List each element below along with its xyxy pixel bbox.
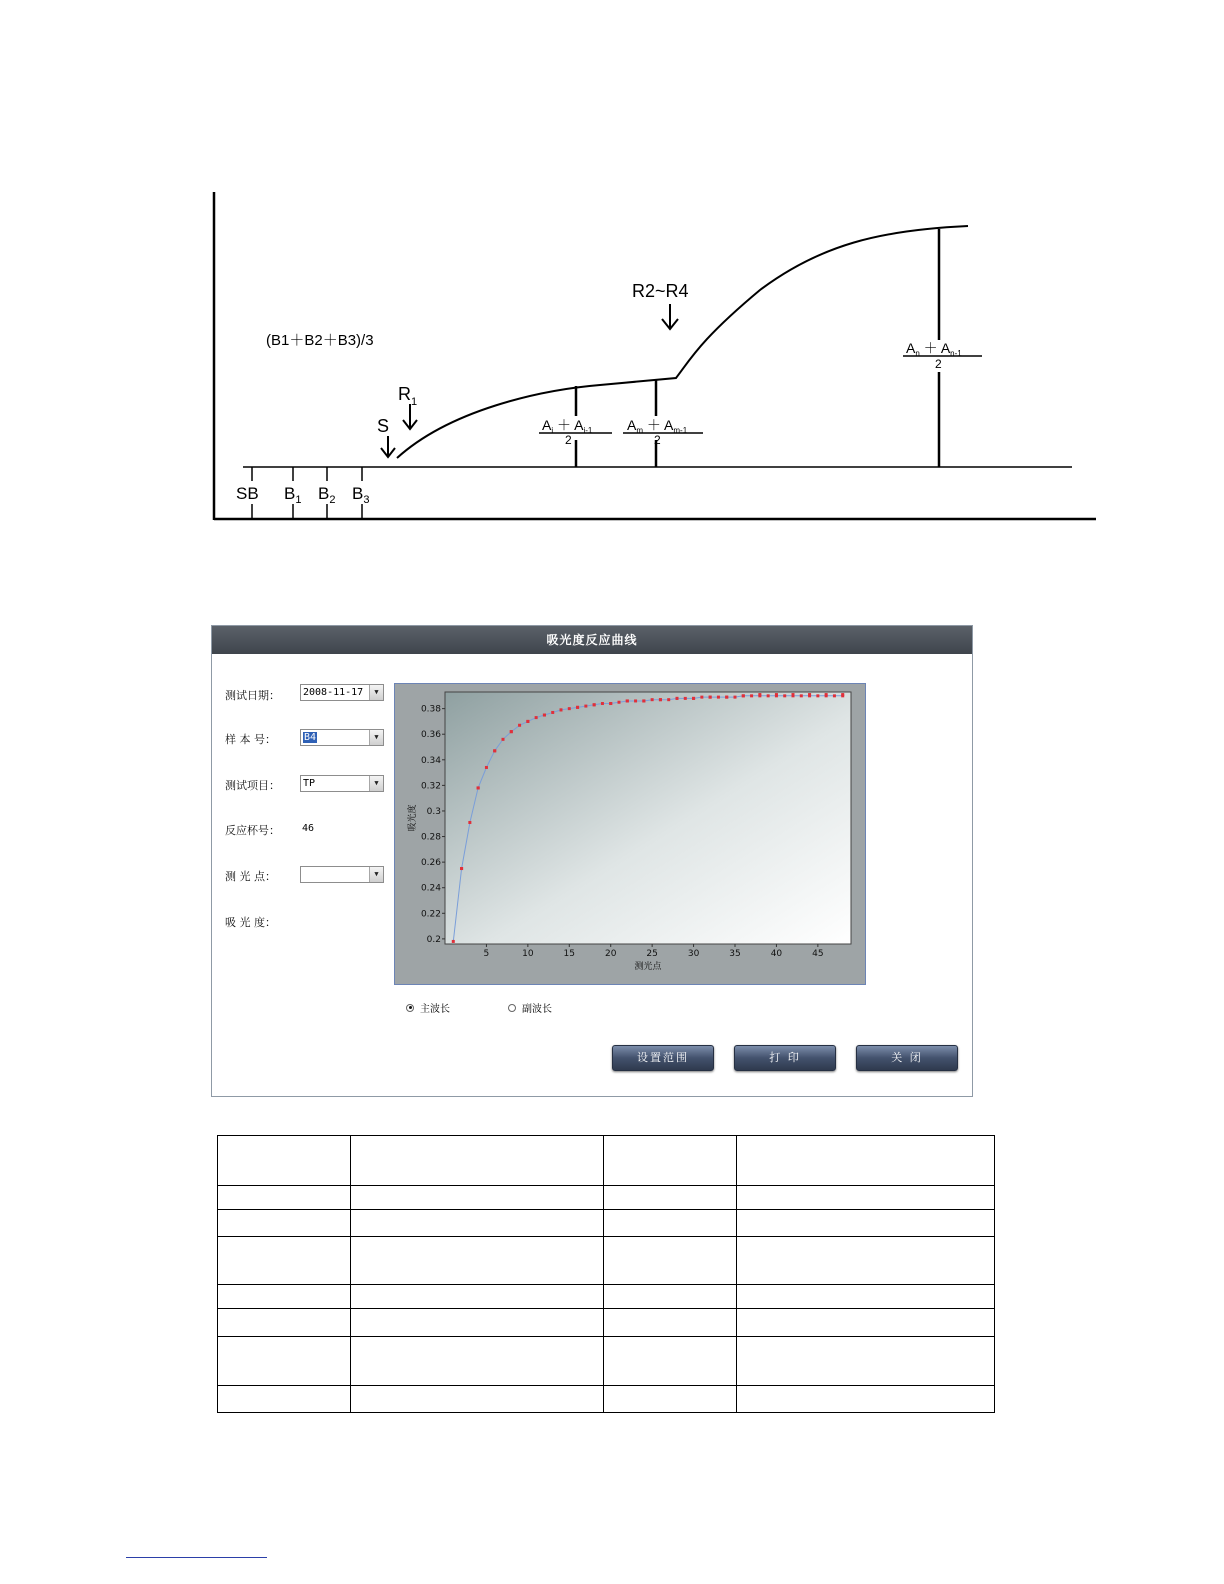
data-point xyxy=(526,720,529,723)
data-point xyxy=(634,699,637,702)
print-button[interactable]: 打 印 xyxy=(734,1045,836,1071)
svg-text:Ai ＋ Ai-1: $A_i + A_{i-1}$ xyxy=(542,417,593,435)
x-tick-label: 10 xyxy=(522,949,534,959)
data-point xyxy=(692,697,695,700)
svg-text:2: 2 xyxy=(935,357,942,371)
svg-text:2: 2 xyxy=(654,433,661,447)
table-row xyxy=(218,1237,995,1285)
chevron-down-icon[interactable]: ▼ xyxy=(369,730,383,745)
svg-text:2: 2 xyxy=(565,433,572,447)
data-point xyxy=(618,701,621,704)
data-point xyxy=(518,724,521,727)
y-tick-label: 0.26 xyxy=(420,858,441,869)
data-point xyxy=(808,693,811,696)
data-point xyxy=(560,708,563,711)
data-point xyxy=(584,705,587,708)
x-tick-label: 45 xyxy=(812,949,824,959)
footnote-separator xyxy=(126,1557,267,1558)
radio-dot[interactable] xyxy=(508,1004,516,1012)
table-row xyxy=(218,1386,995,1413)
data-point xyxy=(477,786,480,789)
y-tick-label: 0.38 xyxy=(420,704,441,715)
data-point xyxy=(825,693,828,696)
absorbance-chart-panel xyxy=(394,683,866,985)
data-point xyxy=(626,699,629,702)
test-date-label: 测试日期： xyxy=(225,689,280,702)
data-point xyxy=(642,699,645,702)
data-point xyxy=(684,697,687,700)
table-cell xyxy=(351,1136,604,1186)
data-point xyxy=(452,940,455,943)
blank-table xyxy=(217,1135,995,1413)
s-arrow xyxy=(381,436,395,457)
data-point xyxy=(468,821,471,824)
x-tick-label: 25 xyxy=(646,949,658,959)
data-point xyxy=(725,696,728,699)
y-tick-label: 0.22 xyxy=(420,909,441,920)
measure-point-label: 测 光 点： xyxy=(225,870,276,883)
data-point xyxy=(709,696,712,699)
data-point xyxy=(700,696,703,699)
test-date-select[interactable] xyxy=(300,684,384,701)
x-tick-label: 15 xyxy=(563,949,576,959)
data-point xyxy=(601,702,604,705)
absorbance-curve-window xyxy=(211,625,973,1097)
data-point xyxy=(800,694,803,697)
plot-area xyxy=(445,692,851,944)
data-point xyxy=(460,867,463,870)
table-row xyxy=(218,1309,995,1337)
data-point xyxy=(676,697,679,700)
fraction-am xyxy=(623,417,703,447)
data-point xyxy=(841,693,844,696)
data-point xyxy=(568,707,571,710)
set-range-button[interactable]: 设置范围 xyxy=(612,1045,714,1071)
table-cell xyxy=(604,1136,737,1186)
data-point xyxy=(816,694,819,697)
sub-wavelength-radio[interactable] xyxy=(508,1000,552,1015)
data-point xyxy=(659,698,662,701)
y-tick-label: 0.24 xyxy=(420,883,441,894)
data-point xyxy=(667,698,670,701)
fraction-an xyxy=(903,340,982,371)
data-point xyxy=(593,703,596,706)
blank-average-formula: (B1＋B2＋B3)/3 xyxy=(266,332,374,349)
data-point xyxy=(510,730,513,733)
data-point xyxy=(651,698,654,701)
label-r2-r4: R2~R4 xyxy=(632,281,689,301)
y-tick-label: 0.34 xyxy=(420,755,441,766)
data-point xyxy=(502,738,505,741)
main-wavelength-radio[interactable] xyxy=(406,1000,450,1015)
table-cell xyxy=(737,1136,995,1186)
reaction-curve-diagram xyxy=(0,0,1224,560)
data-point xyxy=(775,693,778,696)
data-point xyxy=(576,706,579,709)
chevron-down-icon[interactable]: ▼ xyxy=(369,685,383,700)
sample-number-label: 样 本 号： xyxy=(225,733,276,746)
absorbance-chart xyxy=(395,684,865,984)
y-tick-label: 0.36 xyxy=(420,730,441,741)
radio-dot[interactable] xyxy=(406,1004,414,1012)
chevron-down-icon[interactable]: ▼ xyxy=(369,867,383,882)
y-tick-label: 0.2 xyxy=(426,934,441,945)
sample-number-value: B4 xyxy=(304,732,317,743)
test-item-label: 测试项目： xyxy=(225,779,280,792)
main-wavelength-label: 主波长 xyxy=(420,1004,450,1015)
x-axis-title: 测光点 xyxy=(634,962,662,972)
y-tick-label: 0.32 xyxy=(420,781,441,792)
data-point xyxy=(833,694,836,697)
data-point xyxy=(493,749,496,752)
label-s: S xyxy=(377,416,390,436)
data-point xyxy=(543,714,546,717)
test-item-select[interactable] xyxy=(300,775,384,792)
svg-text:An ＋ An-1: $A_n + A_{n-1}$ xyxy=(906,340,962,358)
x-tick-label: 30 xyxy=(687,949,700,959)
test-date-value: 2008-11-17 xyxy=(303,687,364,698)
test-item-value: TP xyxy=(303,778,316,789)
table-row xyxy=(218,1285,995,1309)
svg-text:Am ＋ Am-1: $A_m + A_{m-1}$ xyxy=(627,417,688,435)
data-point xyxy=(758,693,761,696)
baseline-label-b2: $B_2$ xyxy=(318,484,336,506)
label-r1: $R_1$ xyxy=(398,384,418,408)
y-axis-title: 吸光度 xyxy=(408,804,418,832)
data-point xyxy=(767,694,770,697)
reaction-curve xyxy=(397,226,968,458)
data-point xyxy=(783,694,786,697)
close-button[interactable]: 关 闭 xyxy=(856,1045,958,1071)
data-point xyxy=(792,693,795,696)
table-cell xyxy=(218,1136,351,1186)
baseline-label-b1: $B_1$ xyxy=(284,484,302,506)
baseline-label-b3: $B_3$ xyxy=(352,484,370,506)
baseline-ticks xyxy=(252,467,362,519)
r2-r4-arrow xyxy=(662,304,678,329)
measure-point-select[interactable] xyxy=(300,866,384,883)
data-point xyxy=(535,716,538,719)
reaction-cup-label: 反应杯号： xyxy=(225,824,280,837)
y-tick-label: 0.28 xyxy=(420,832,441,843)
x-tick-label: 40 xyxy=(770,949,783,959)
table-row xyxy=(218,1186,995,1210)
absorbance-label: 吸 光 度： xyxy=(225,916,276,929)
chevron-down-icon[interactable]: ▼ xyxy=(369,776,383,791)
data-point xyxy=(485,766,488,769)
data-point xyxy=(734,696,737,699)
data-point xyxy=(717,696,720,699)
reaction-cup-value: 46 xyxy=(302,823,315,834)
table-row xyxy=(218,1210,995,1237)
x-tick-label: 20 xyxy=(604,949,617,959)
table-row xyxy=(218,1337,995,1386)
data-point xyxy=(742,694,745,697)
data-point xyxy=(551,711,554,714)
window-title: 吸光度反应曲线 xyxy=(212,626,972,654)
x-tick-label: 5 xyxy=(483,949,490,959)
data-point xyxy=(609,702,612,705)
y-tick-label: 0.3 xyxy=(426,806,441,817)
sample-number-select[interactable] xyxy=(300,729,384,746)
sub-wavelength-label: 副波长 xyxy=(522,1004,552,1015)
data-point xyxy=(750,694,753,697)
x-tick-label: 35 xyxy=(729,949,741,959)
baseline-label-sb: SB xyxy=(236,484,259,503)
